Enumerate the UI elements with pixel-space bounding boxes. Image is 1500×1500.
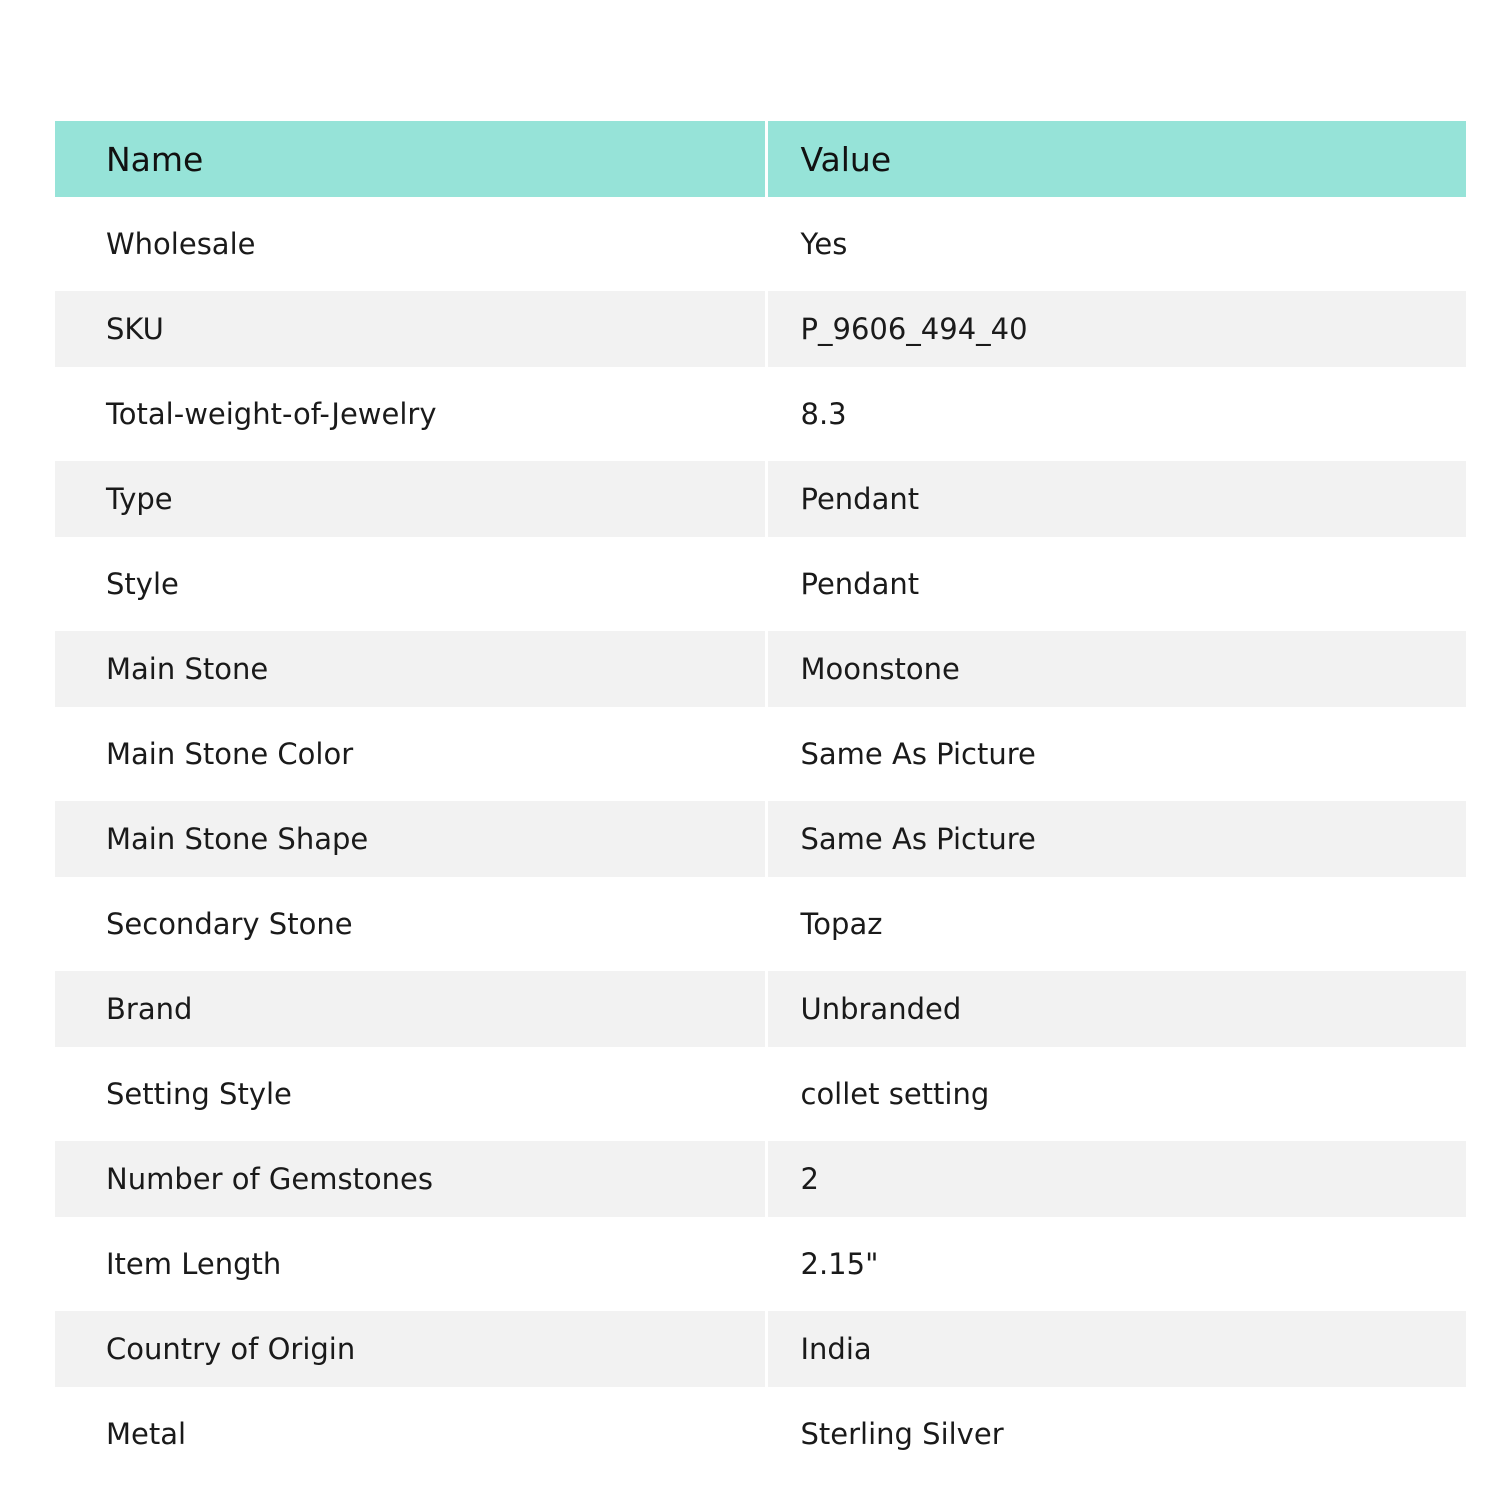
table-row [55,367,1466,461]
table-row [55,197,1466,291]
row-name-cell: Secondary Stone [55,877,766,971]
row-value-cell: India [766,1311,1466,1387]
table-row [55,1311,1466,1387]
row-name-cell: Total-weight-of-Jewelry [55,367,766,461]
row-value-cell: 8.3 [766,367,1466,461]
table-row [55,1217,1466,1311]
table-row [55,537,1466,631]
row-value-cell: 2 [766,1141,1466,1217]
table-row [55,461,1466,537]
table-body [55,197,1466,1481]
row-name-cell: Item Length [55,1217,766,1311]
table-row [55,1141,1466,1217]
table-row [55,291,1466,367]
row-name-cell: Metal [55,1387,766,1481]
row-value-cell: Same As Picture [766,801,1466,877]
header-row [55,121,1466,197]
row-name-cell: Number of Gemstones [55,1141,766,1217]
table-header [55,121,1466,197]
row-value-cell: collet setting [766,1047,1466,1141]
row-value-cell: Topaz [766,877,1466,971]
row-name-cell: Setting Style [55,1047,766,1141]
table-row [55,971,1466,1047]
table-row [55,1387,1466,1481]
table-row [55,631,1466,707]
row-name-cell: Brand [55,971,766,1047]
row-value-cell: 2.15" [766,1217,1466,1311]
row-value-cell: Moonstone [766,631,1466,707]
row-name-cell: Wholesale [55,197,766,291]
row-name-cell: Type [55,461,766,537]
spec-table [55,121,1466,1481]
row-name-cell: Main Stone Shape [55,801,766,877]
row-name-cell: SKU [55,291,766,367]
row-value-cell: Yes [766,197,1466,291]
row-name-cell: Style [55,537,766,631]
table-row [55,877,1466,971]
table-row [55,707,1466,801]
table-row [55,1047,1466,1141]
row-name-cell: Main Stone [55,631,766,707]
table-row [55,801,1466,877]
row-value-cell: Pendant [766,537,1466,631]
row-value-cell: Sterling Silver [766,1387,1466,1481]
row-value-cell: Pendant [766,461,1466,537]
row-value-cell: Unbranded [766,971,1466,1047]
row-value-cell: Same As Picture [766,707,1466,801]
row-value-cell: P_9606_494_40 [766,291,1466,367]
header-value: Value [766,121,1466,197]
row-name-cell: Main Stone Color [55,707,766,801]
row-name-cell: Country of Origin [55,1311,766,1387]
header-name: Name [55,121,766,197]
